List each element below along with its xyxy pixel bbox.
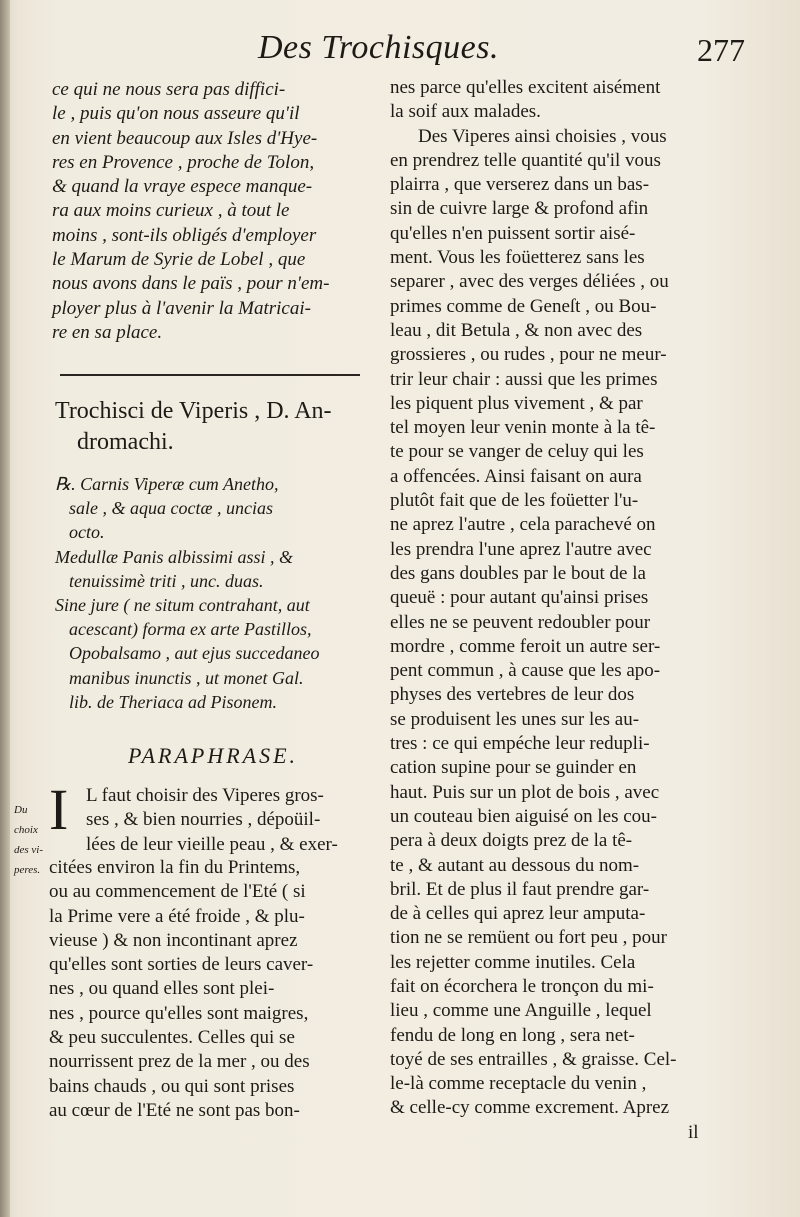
text-line: vieuse ) & non incontinant aprez (49, 929, 298, 951)
text-line: tel moyen leur venin monte à la tê- (390, 417, 656, 439)
recipe-line: sale , & aqua coctæ , uncias (69, 498, 273, 519)
text-line: tres : ce qui empéche leur redupli- (390, 733, 650, 755)
text-line: Des Viperes ainsi choisies , vous (418, 125, 667, 147)
text-line: te pour se vanger de celuy qui les (390, 441, 644, 463)
text-line: & celle-cy comme excrement. Aprez (390, 1097, 670, 1119)
paraphrase-opening (86, 784, 366, 857)
text-line: fait on écorchera le tronçon du mi- (390, 975, 654, 997)
text-line: ses , & bien nourries , dépoüil- (86, 809, 321, 831)
recipe-line: Sine jure ( ne situm contrahant, aut (55, 595, 310, 616)
text-line: L faut choisir des Viperes gros- (86, 785, 324, 806)
text-line: un couteau bien aiguisé on les cou- (390, 805, 657, 827)
text-line: au cœur de l'Eté ne sont pas bon- (49, 1099, 300, 1121)
text-line: lieu , comme une Anguille , lequel (390, 1000, 652, 1022)
running-head-title: Des Trochisques. (258, 29, 499, 66)
text-line: les prendra l'une aprez l'autre avec (390, 538, 652, 560)
section-title (55, 396, 375, 458)
text-line: lées de leur vieille peau , & exer- (86, 833, 338, 855)
text-line: grossieres , ou rudes , pour ne meur- (390, 344, 667, 366)
paraphrase-body (49, 856, 371, 1123)
text-line: elles ne se peuvent redoubler pour (390, 611, 651, 633)
text-line: trir leur chair : aussi que les primes (390, 368, 658, 390)
margin-note-line: peres. (14, 864, 41, 876)
text-line: citées environ la fin du Printems, (49, 857, 301, 878)
text-line: moins , sont-ils obligés d'employer (52, 224, 317, 246)
text-line: ce qui ne nous sera pas diffici- (52, 79, 286, 100)
text-line: & quand la vraye espece manque- (52, 176, 313, 198)
text-line: leau , dit Betula , & non avec des (390, 319, 643, 341)
text-line: haut. Puis sur un plot de bois , avec (390, 781, 660, 803)
text-line: le Marum de Syrie de Lobel , que (52, 249, 306, 271)
text-line: toyé de ses entrailles , & graisse. Cel- (390, 1048, 677, 1070)
text-line: nes parce qu'elles excitent aisément (390, 77, 661, 98)
text-line: le-là comme receptacle du venin , (390, 1073, 647, 1095)
text-line: en prendrez telle quantité qu'il vous (390, 149, 661, 171)
page-gutter-shadow (0, 0, 10, 1217)
text-line: re en sa place. (52, 321, 163, 343)
text-line: qu'elles sont sorties de leurs caver- (49, 954, 314, 976)
text-line: qu'elles n'en puissent sortir aisé- (390, 222, 636, 244)
margin-note (14, 800, 48, 880)
text-line: mordre , comme feroit un autre ser- (390, 635, 661, 657)
text-line: sin de cuivre large & profond afin (390, 198, 649, 220)
text-line: fendu de long en long , sera net- (390, 1024, 635, 1046)
text-line: nes , pource qu'elles sont maigres, (49, 1002, 309, 1024)
text-line: res en Provence , proche de Tolon, (52, 151, 315, 173)
recipe-line: Medullæ Panis albissimi assi , & (55, 546, 294, 567)
section-divider-rule (60, 374, 360, 376)
text-line: de à celles qui aprez leur amputa- (390, 903, 646, 925)
recipe-line: ℞. Carnis Viperæ cum Anetho, (55, 474, 279, 494)
recipe-line: acescant) forma ex arte Pastillos, (69, 619, 312, 640)
text-line: primes comme de Geneſt , ou Bou- (390, 295, 657, 317)
text-line: nous avons dans le païs , pour n'em- (52, 273, 330, 295)
recipe-line: lib. de Theriaca ad Pisonem. (69, 691, 277, 712)
text-line: ne aprez l'autre , cela parachevé on (390, 514, 656, 536)
text-line: les piquent plus vivement , & par (390, 392, 643, 414)
page-number: 277 (697, 32, 745, 68)
text-line: ra aux moins curieux , à tout le (52, 200, 290, 222)
text-line: les rejetter comme inutiles. Cela (390, 951, 636, 973)
catchword: il (688, 1122, 699, 1143)
recipe-line: manibus inunctis , ut monet Gal. (69, 667, 304, 688)
text-line: nourrissent prez de la mer , ou des (49, 1051, 310, 1073)
drop-cap: I (49, 777, 69, 842)
text-line: ou au commencement de l'Eté ( si (49, 881, 306, 903)
text-line: la Prime vere a été froide , & plu- (49, 905, 305, 927)
text-line: te , & autant au dessous du nom- (390, 854, 640, 876)
text-line: ment. Vous les foüetterez sans les (390, 247, 645, 269)
text-line: ployer plus à l'avenir la Matricai- (52, 297, 311, 319)
text-line: plairra , que verserez dans un bas- (390, 174, 650, 196)
text-line: separer , avec des verges déliées , ou (390, 271, 669, 293)
recipe-line: Opobalsamo , aut ejus succedaneo (69, 643, 320, 664)
margin-note-line: des vi- (14, 844, 44, 856)
margin-note-line: choix (14, 824, 38, 836)
text-line: bains chauds , ou qui sont prises (49, 1075, 295, 1097)
recipe-line: octo. (69, 522, 105, 543)
text-line: physes des vertebres de leur dos (390, 684, 635, 706)
text-line: a offencées. Ainsi faisant on aura (390, 465, 642, 487)
text-line: pera à deux doigts prez de la tê- (390, 830, 633, 852)
right-column (390, 76, 720, 1121)
text-line: queuë : pour autant qu'ainsi prises (390, 587, 649, 609)
text-line: cation supine pour se guinder en (390, 757, 637, 779)
text-line: plutôt fait que de les foüetter l'u- (390, 490, 639, 512)
text-line: nes , ou quand elles sont plei- (49, 978, 275, 1000)
recipe-block (55, 472, 373, 714)
text-line: des gans doubles par le bout de la (390, 562, 646, 584)
text-line: pent commun , à cause que les apo- (390, 660, 661, 682)
left-column-continuation (52, 78, 370, 345)
text-line: la soif aux malades. (390, 101, 541, 123)
text-line: en vient beaucoup aux Isles d'Hye- (52, 127, 318, 149)
text-line: & peu succulentes. Celles qui se (49, 1027, 295, 1049)
text-line: tion ne se remüent ou fort peu , pour (390, 927, 668, 949)
text-line: le , puis qu'on nous asseure qu'il (52, 103, 300, 125)
recipe-line: tenuissimè triti , unc. duas. (69, 570, 264, 591)
text-line: se produisent les unes sur les au- (390, 708, 640, 730)
paraphrase-heading: PARAPHRASE. (127, 743, 299, 768)
margin-note-line: Du (14, 804, 28, 816)
section-title-line: Trochisci de Viperis , D. An- (55, 398, 332, 424)
text-line: bril. Et de plus il faut prendre gar- (390, 878, 650, 900)
section-title-line: dromachi. (77, 429, 174, 455)
